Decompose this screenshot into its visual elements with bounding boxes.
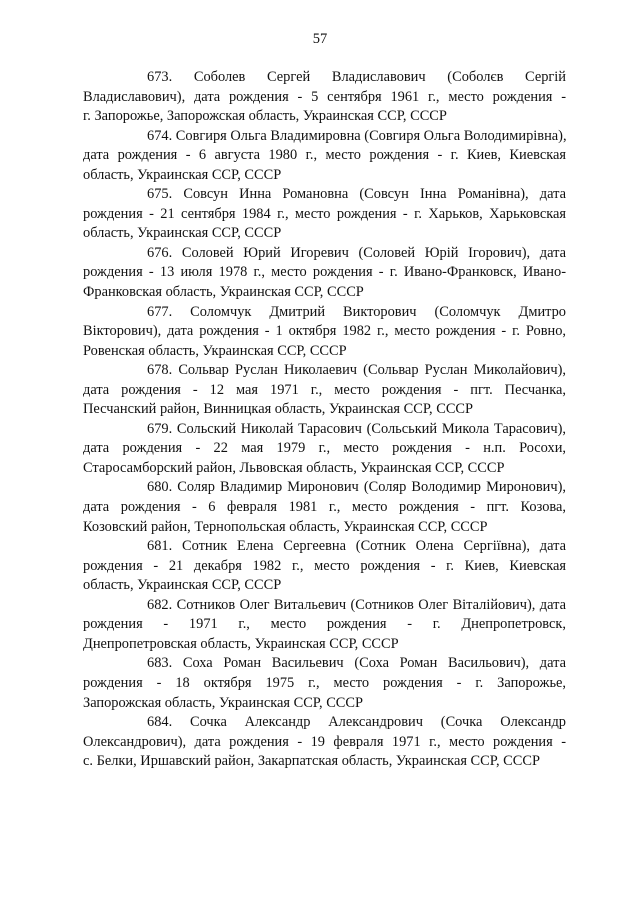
entry-line: область, Украинская ССР, СССР xyxy=(83,166,282,183)
entry-line: 683. Соха Роман Васильевич (Соха Роман Васильович), дата xyxy=(147,655,566,672)
entry-line: Песчанский район, Винницкая область, Украинская ССР, СССР xyxy=(83,401,474,418)
entry-line: Старосамборский район, Львовская область, Украинская ССР, СССР xyxy=(83,459,505,476)
entry-line: рождения - 21 декабря 1982 г., место рождения - г. Киев, Киевская xyxy=(83,557,566,574)
entry-line: дата рождения - 12 мая 1971 г., место рождения - пгт. Песчанка, xyxy=(83,381,566,398)
entry-line: Козовский район, Тернопольская область, Украинская ССР, СССР xyxy=(83,518,488,535)
list-item xyxy=(83,654,566,713)
entry-line: Запорожская область, Украинская ССР, СССР xyxy=(83,694,364,711)
entry-line: 684. Сочка Александр Александрович (Сочка Олександр xyxy=(147,714,566,731)
entry-line: 673. Соболев Сергей Владиславович (Соболєв Сергій xyxy=(147,69,566,85)
entry-line: с. Белки, Иршавский район, Закарпатская область, Украинская ССР, СССР xyxy=(83,753,540,770)
list-item xyxy=(83,244,566,303)
entry-line: 681. Сотник Елена Сергеевна (Сотник Олена Сергіївна), дата xyxy=(147,538,566,555)
entry-line: 677. Соломчук Дмитрий Викторович (Соломчук Дмитро xyxy=(147,303,566,320)
entry-line: Владиславович), дата рождения - 5 сентября 1961 г., место рождения - xyxy=(83,88,566,105)
list-item xyxy=(83,303,566,362)
document-body xyxy=(83,68,566,772)
list-item xyxy=(83,478,566,537)
entry-line: Ровенская область, Украинская ССР, СССР xyxy=(83,342,347,359)
list-item xyxy=(83,68,566,127)
list-item xyxy=(83,537,566,596)
page-number: 57 xyxy=(312,31,328,47)
entry-line: рождения - 13 июля 1978 г., место рождения - г. Ивано-Франковск, Ивано- xyxy=(83,264,566,281)
entry-line: 678. Сольвар Руслан Николаевич (Сольвар Руслан Миколайович), xyxy=(147,362,566,379)
entry-line: рождения - 21 сентября 1984 г., место рождения - г. Харьков, Харьковская xyxy=(83,205,566,222)
list-item xyxy=(83,361,566,420)
entry-line: 680. Соляр Владимир Миронович (Соляр Володимир Миронович), xyxy=(147,479,566,496)
list-item xyxy=(83,596,566,655)
entry-line: дата рождения - 6 августа 1980 г., место рождения - г. Киев, Киевская xyxy=(83,147,566,164)
entry-line: Днепропетровская область, Украинская ССР, СССР xyxy=(83,635,399,652)
entry-line: Вікторович), дата рождения - 1 октября 1982 г., место рождения - г. Ровно, xyxy=(83,323,566,340)
list-item xyxy=(83,185,566,244)
entry-line: Франковская область, Украинская ССР, СССР xyxy=(83,284,364,301)
entry-line: г. Запорожье, Запорожская область, Украинская ССР, СССР xyxy=(83,108,447,125)
entry-line: 679. Сольский Николай Тарасович (Сольський Микола Тарасович), xyxy=(147,420,566,437)
entry-line: дата рождения - 6 февраля 1981 г., место рождения - пгт. Козова, xyxy=(83,499,566,516)
entry-line: 674. Совгиря Ольга Владимировна (Совгиря Ольга Володимирівна), xyxy=(147,127,567,144)
entry-line: дата рождения - 22 мая 1979 г., место рождения - н.п. Росохи, xyxy=(83,440,566,457)
list-item xyxy=(83,420,566,479)
entry-line: область, Украинская ССР, СССР xyxy=(83,225,282,242)
entry-line: 676. Соловей Юрий Игоревич (Соловей Юрій Ігорович), дата xyxy=(147,244,566,261)
entry-line: 682. Сотников Олег Витальевич (Сотников Олег Віталійович), дата xyxy=(147,596,566,613)
entry-line: рождения - 1971 г., место рождения - г. Днепропетровск, xyxy=(83,616,566,633)
list-item xyxy=(83,713,566,772)
entry-line: рождения - 18 октября 1975 г., место рождения - г. Запорожье, xyxy=(83,674,566,691)
entry-line: область, Украинская ССР, СССР xyxy=(83,577,282,594)
entry-line: Олександрович), дата рождения - 19 февраля 1971 г., место рождения - xyxy=(83,733,566,750)
list-item xyxy=(83,127,566,186)
entry-line: 675. Совсун Инна Романовна (Совсун Інна Романівна), дата xyxy=(147,186,566,203)
